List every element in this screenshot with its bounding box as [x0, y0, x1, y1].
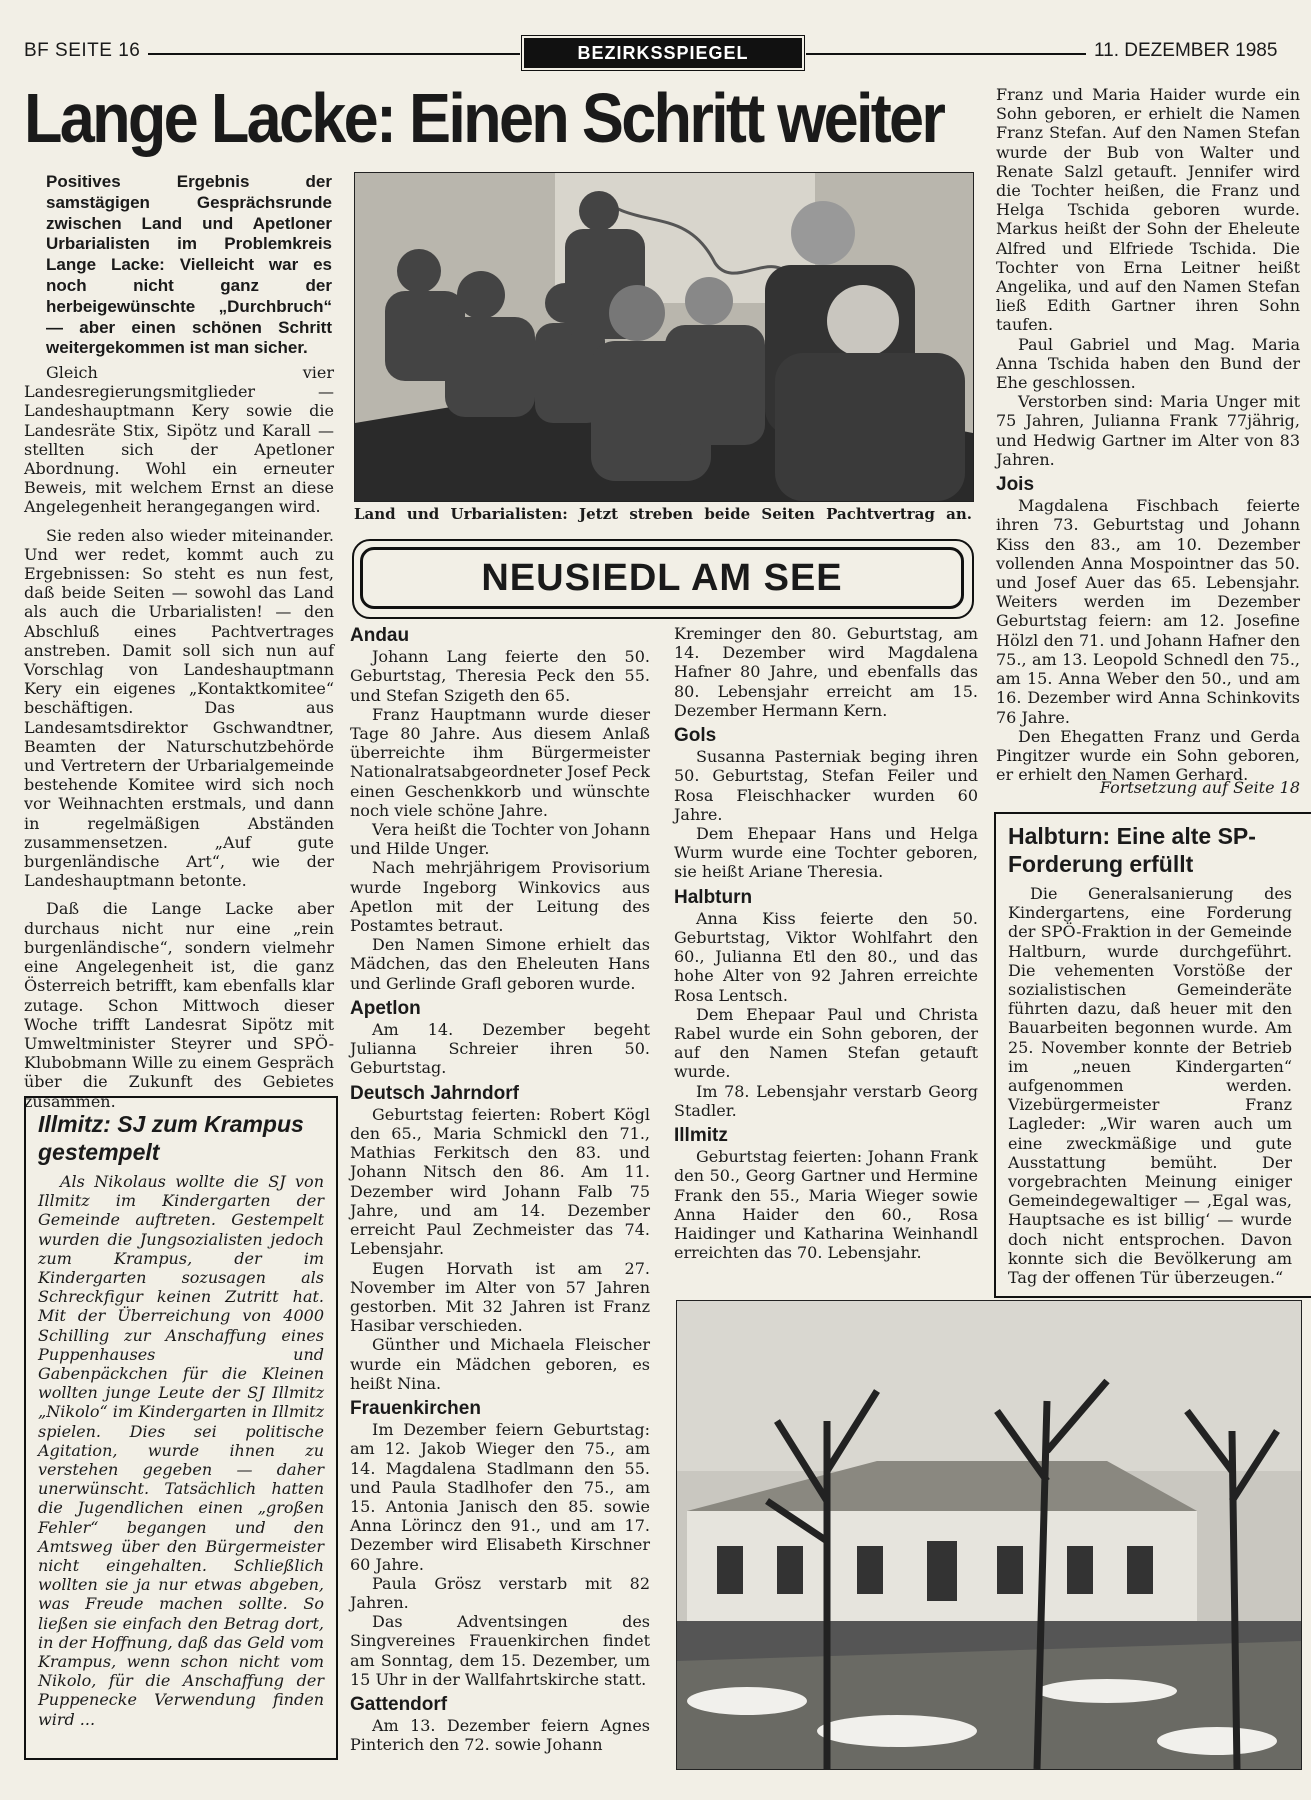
news-paragraph: Susanna Pasterniak beging ihren 50. Geburtstag, Stefan Feiler und Rosa Fleischhacker wurden 60 Jahre.: [674, 747, 978, 824]
news-paragraph: Geburtstag feierten: Robert Kögl den 65., Maria Schmickl den 71., Mathias Ferkitsch den 83. und Johann Nitsch den 86. Am 11. Dezember wird Johann Falb 75 Jahre, und am 14. Dezember erreicht Paul Zechmeister das 74. Lebensjahr.: [350, 1104, 650, 1259]
halbturn-box: [994, 812, 1311, 1298]
article-body: [24, 363, 334, 1111]
news-paragraph: Günther und Michaela Fleischer wurde ein Mädchen geboren, es heißt Nina.: [350, 1335, 650, 1393]
news-paragraph: Den Ehegatten Franz und Gerda Pingitzer wurde ein Sohn geboren, er erhielt den Namen Gerhard.: [996, 726, 1300, 785]
news-paragraph: Franz und Maria Haider wurde ein Sohn geboren, er erhielt die Namen Franz Stefan. Auf den Namen Stefan wurde der Bub von Walter und Renate Salzl getauft. Jennifer wird die Tochter heißen, die Franz und Helga Tschida geboren wurde. Markus heißt der Sohn der Eheleute Alfred und Elfriede Tschida. Die Tochter von Erna Leitner heißt Angelika, und auf den Namen Stefan ließ Edith Gartner ihren Sohn taufen.: [996, 85, 1300, 335]
kindergarten-photo: [676, 1300, 1302, 1770]
news-paragraph: Dem Ehepaar Hans und Helga Wurm wurde eine Tochter geboren, sie heißt Ariane Theresia.: [674, 824, 978, 882]
article-paragraph: Sie reden also wieder miteinander. Und wer redet, kommt auch zu Ergebnissen: So steht es nun fest, daß beide Seiten — sowohl das Land als auch die Urbarialisten! — den Abschluß eines Pachtvertrages anstreben. Damit soll sich nun auf Vorschlag von Landeshauptmann Kery ein eigenes „Kontaktkomitee“ beschäftigen. Das aus Landesamtsdirektor Gschwandtner, Beamten der Naturschutzbehörde und Vertretern der Urbarialgemeinde bestehende Komitee wird sich noch vor Weihnachten erstmals, und dann in regelmäßigen Abständen zusammensetzen. „Auf gute burgenländische Art“, wie der Landeshauptmann betonte.: [24, 525, 334, 891]
news-paragraph: Vera heißt die Tochter von Johann und Hilde Unger.: [350, 820, 650, 859]
news-paragraph: Das Adventsingen des Singvereines Frauenkirchen findet am Sonntag, dem 15. Dezember, um 15 Uhr in der Wallfahrtskirche statt.: [350, 1612, 650, 1689]
section-badge: BEZIRKSSPIEGEL: [524, 38, 802, 68]
place-heading: Deutsch Jahrndorf: [350, 1082, 519, 1104]
illmitz-box-text: Als Nikolaus wollte die SJ von Illmitz im Kindergarten der Gemeinde auftreten. Gestempelt wurden die Jungsozialisten jedoch zum Krampus, der im Kindergarten sozusagen als Schreckfigur keinen Zutritt hat. Mit der Überreichung von 4000 Schilling zur Anschaffung eines Puppenhauses und Gabenpäckchen für die Kleinen wollten junge Leute der SJ Illmitz „Nikolo“ im Kindergarten in Illmitz spielen. Dies sei politische Agitation, wurde ihnen zu verstehen gegeben — daher unerwünscht. Tatsächlich hatten die Jugendlichen einen „großen Fehler“ begangen und den Amtsweg über den Bürgermeister nicht eingehalten. Schließlich wollten sie ja nur etwas abgeben, was Freude machen sollte. So ließen sie einfach den Betrag dort, in der Hoffnung, daß das Geld vom Krampus, wenn schon nicht vom Nikolo, für die Anschaffung der Puppenecke Verwendung finden wird ...: [38, 1172, 324, 1729]
article-paragraph: Daß die Lange Lacke aber durchaus nicht nur eine „rein burgenländische“, sondern vielmehr eine Angelegenheit ist, die ganz Österreich betrifft, kam ebenfalls klar zutage. Schon Mittwoch dieser Woche trifft Landesrat Sipötz mit Umweltminister Steyrer und SPÖ-Klubobmann Wille zu einem Gespräch über die Zukunft des Gebietes zusammen.: [24, 899, 334, 1111]
illmitz-box: [24, 1096, 338, 1760]
news-paragraph: Nach mehrjährigem Provisorium wurde Ingeborg Winkovics aus Apetlon mit der Leitung des Postamtes betraut.: [350, 858, 650, 936]
news-paragraph: Paul Gabriel und Mag. Maria Anna Tschida haben den Bund der Ehe geschlossen.: [996, 334, 1300, 393]
photo-caption: Land und Urbarialisten: Jetzt streben beide Seiten Pachtvertrag an.: [354, 505, 972, 523]
news-paragraph: Im 78. Lebensjahr verstarb Georg Stadler.: [674, 1081, 978, 1120]
article-paragraph: Gleich vier Landesregierungsmitglieder — Landeshauptmann Kery sowie die Landesräte Stix, Sipötz und Karall — stellten sich der Apetloner Abordnung. Wohl ein erneuter Beweis, mit welchem Ernst an diese Angelegenheit herangegangen wird.: [24, 363, 334, 517]
lead-paragraph: Positives Ergebnis der samstägigen Gesprächsrunde zwischen Land und Apetloner Urbarialisten im Problemkreis Lange Lacke: Vielleicht war es noch nicht ganz der herbeigewünschte „Durchbruch“ — aber einen schönen Schritt weitergekommen ist man sicher.: [46, 172, 332, 358]
halbturn-box-text: Die Generalsanierung des Kindergartens, eine Forderung der SPÖ-Fraktion in der Gemeinde Haltburn, wurde durchgeführt. Die vehementen Vorstöße der sozialistischen Gemeinderäte führten dazu, daß heuer mit den Bauarbeiten begonnen wurde. Am 25. November konnte der Betrieb im „neuen Kindergarten“ aufgenommen werden. Vizebürgermeister Franz Lagleder: „Wir waren auch um eine zweckmäßige und gute Ausstattung bemüht. Der vorgebrachten Meinung einiger Gemeindegewaltiger — ‚Egal was, Hauptsache es ist billig‘ — wurde doch nicht entsprochen. Davon konnte sich die Bevölkerung am Tag der offenen Tür überzeugen.“: [1008, 884, 1292, 1288]
place-heading: Illmitz: [674, 1125, 728, 1147]
news-paragraph: Im Dezember feiern Geburtstag: am 12. Jakob Wieger den 75., am 14. Magdalena Stadlmann den 55. und Paula Stadlhofer den 75., am 15. Antonia Janisch den 85. sowie Anna Lörincz den 91., und am 17. Dezember wird Elisabeth Kirschner 60 Jahre.: [350, 1420, 650, 1574]
place-heading: Gattendorf: [350, 1693, 448, 1715]
place-heading: Gols: [674, 725, 717, 747]
news-paragraph: Magdalena Fischbach feierte ihren 73. Geburtstag und Johann Kiss den 83., am 10. Dezember vollenden Anna Mospointner das 50. und Josef Auer das 65. Lebensjahr. Weiters werden im Dezember Geburtstag feiern: am 12. Josefine Hölzl den 71. und Johann Hafner den 75., am 13. Leopold Schnedl den 75., am 15. Anna Weber den 50., und am 16. Dezember wird Anna Schinkovits 76 Jahre.: [996, 496, 1300, 727]
news-paragraph: Franz Hauptmann wurde dieser Tage 80 Jahre. Aus diesem Anlaß überreichte ihm Bürgermeister Nationalratsabgeordneter Josef Peck einen Geschenkkorb und wünschte noch viele schöne Jahre.: [350, 704, 650, 820]
meeting-photo: [354, 172, 974, 502]
issue-date: 11. DEZEMBER 1985: [1094, 40, 1278, 61]
header-rule-left: [148, 53, 520, 55]
news-paragraph: Eugen Horvath ist am 27. November im Alter von 57 Jahren gestorben. Mit 32 Jahren ist Franz Hasibar verschieden.: [350, 1258, 650, 1336]
place-heading: Andau: [350, 625, 410, 646]
meeting-photo-illustration: [355, 173, 973, 501]
news-paragraph: Johann Lang feierte den 50. Geburtstag, Theresia Peck den 55. und Stefan Szigeth den 65.: [350, 647, 650, 705]
headline: Lange Lacke: Einen Schritt weiter: [24, 79, 944, 157]
news-paragraph: Paula Grösz verstarb mit 82 Jahren.: [350, 1573, 650, 1612]
column-a: [350, 620, 650, 1755]
place-heading: Frauenkirchen: [350, 1397, 481, 1419]
illmitz-box-title: Illmitz: SJ zum Krampus gestempelt: [38, 1111, 304, 1165]
place-heading: Jois: [996, 474, 1035, 496]
news-paragraph: Kreminger den 80. Geburtstag, am 14. Dezember wird Magdalena Hafner 80 Jahre, und ebenfalls das 80. Lebensjahr erreicht am 15. Dezember Hermann Kern.: [674, 624, 978, 720]
column-c: [996, 85, 1300, 784]
news-paragraph: Den Namen Simone erhielt das Mädchen, das den Eheleuten Hans und Gerlinde Grafl geboren wurde.: [350, 935, 650, 993]
header-rule-right: [806, 53, 1086, 55]
page-label: BF SEITE 16: [24, 40, 141, 61]
news-paragraph: Am 14. Dezember begeht Julianna Schreier ihren 50. Geburtstag.: [350, 1020, 650, 1078]
place-heading: Halbturn: [674, 886, 753, 908]
halbturn-box-title: Halbturn: Eine alte SP-Forderung erfüllt: [1008, 823, 1256, 877]
news-paragraph: Am 13. Dezember feiern Agnes Pinterich den 72. sowie Johann: [350, 1716, 650, 1755]
place-heading: Apetlon: [350, 997, 421, 1019]
kindergarten-photo-illustration: [677, 1301, 1301, 1769]
region-banner: NEUSIEDL AM SEE: [360, 547, 964, 609]
column-b: [674, 624, 978, 1263]
news-paragraph: Verstorben sind: Maria Unger mit 75 Jahren, Julianna Frank 77jährig, und Hedwig Gartner im Alter von 83 Jahren.: [996, 392, 1300, 469]
news-paragraph: Geburtstag feierten: Johann Frank den 50., Georg Gartner und Hermine Frank den 55., Maria Wieger sowie Anna Haider den 60., Rosa Haidinger und Katharina Weinhandl erreichten das 70. Lebensjahr.: [674, 1147, 978, 1263]
news-paragraph: Dem Ehepaar Paul und Christa Rabel wurde ein Sohn geboren, der auf den Namen Stefan getauft wurde.: [674, 1004, 978, 1082]
news-paragraph: Anna Kiss feierte den 50. Geburtstag, Viktor Wohlfahrt den 60., Julianna Etl den 80., und das hohe Alter von 92 Jahren erreichte Rosa Lentsch.: [674, 908, 978, 1005]
continued-note: Fortsetzung auf Seite 18: [1099, 778, 1300, 797]
